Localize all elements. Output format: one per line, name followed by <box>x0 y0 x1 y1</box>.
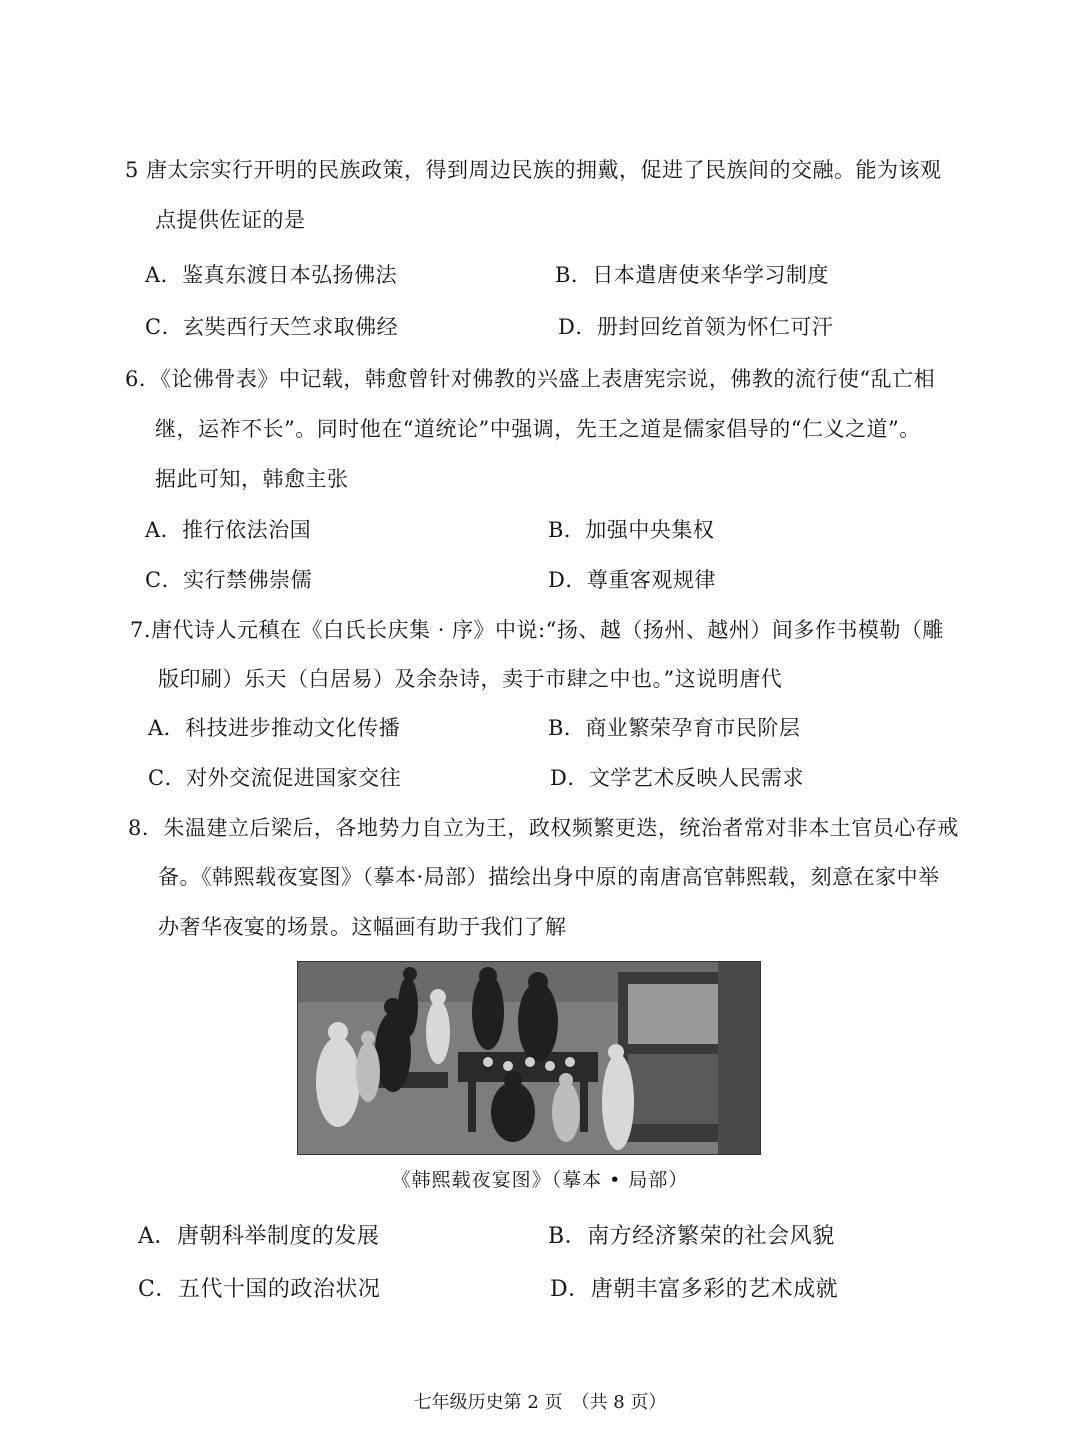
q5-stem-line1: 5 唐太宗实行开明的民族政策，得到周边民族的拥戴，促进了民族间的交融。能为该观 <box>125 158 942 182</box>
q8-option-c: C．五代十国的政治状况 <box>138 1277 381 1302</box>
q8-option-d: D．唐朝丰富多彩的艺术成就 <box>550 1277 839 1302</box>
q5-option-c: C．玄奘西行天竺求取佛经 <box>145 315 399 339</box>
q6-stem-line3: 据此可知，韩愈主张 <box>155 467 349 491</box>
q8-stem-line1: 8．朱温建立后梁后，各地势力自立为王，政权频繁更迭，统治者常对非本土官员心存戒 <box>128 816 959 840</box>
q8-stem-line3: 办奢华夜宴的场景。这幅画有助于我们了解 <box>158 915 567 939</box>
painting-caption: 《韩熙载夜宴图》（摹本 • 局部） <box>391 1169 689 1191</box>
q7-option-d: D．文学艺术反映人民需求 <box>550 766 804 790</box>
page-footer: 七年级历史第 2 页 （共 8 页） <box>413 1392 667 1413</box>
painting-image <box>297 961 761 1155</box>
q6-option-b: B．加强中央集权 <box>548 518 715 542</box>
q6-stem-line2: 继，运祚不长”。同时他在“道统论”中强调，先王之道是儒家倡导的“仁义之道”。 <box>155 417 921 441</box>
q7-stem-line1: 7.唐代诗人元稹在《白氏长庆集 · 序》中说:“扬、越（扬州、越州）间多作书模勒（雕 <box>130 618 944 642</box>
q8-option-a: A．唐朝科举制度的发展 <box>138 1224 380 1249</box>
q6-option-a: A．推行依法治国 <box>145 518 312 542</box>
q8-option-b: B．南方经济繁荣的社会风貌 <box>548 1224 835 1249</box>
q7-option-c: C．对外交流促进国家交往 <box>148 766 402 790</box>
q7-option-a: A．科技进步推动文化传播 <box>148 716 401 740</box>
q5-option-b: B．日本遣唐使来华学习制度 <box>555 263 829 287</box>
q5-option-a: A．鉴真东渡日本弘扬佛法 <box>145 263 398 287</box>
q5-option-d: D．册封回纥首领为怀仁可汗 <box>558 315 834 339</box>
q7-stem-line2: 版印刷）乐天（白居易）及余杂诗，卖于市肆之中也。”这说明唐代 <box>158 667 783 691</box>
q7-option-b: B．商业繁荣孕育市民阶层 <box>548 716 801 740</box>
q6-stem-line1: 6．《论佛骨表》中记载，韩愈曾针对佛教的兴盛上表唐宪宗说，佛教的流行使“乱亡相 <box>125 367 936 391</box>
q6-option-d: D．尊重客观规律 <box>548 568 716 592</box>
q5-stem-line2: 点提供佐证的是 <box>155 208 306 232</box>
q8-stem-line2: 备。《韩熙载夜宴图》（摹本·局部）描绘出身中原的南唐高官韩熙载，刻意在家中举 <box>158 865 940 889</box>
q6-option-c: C．实行禁佛崇儒 <box>145 568 313 592</box>
